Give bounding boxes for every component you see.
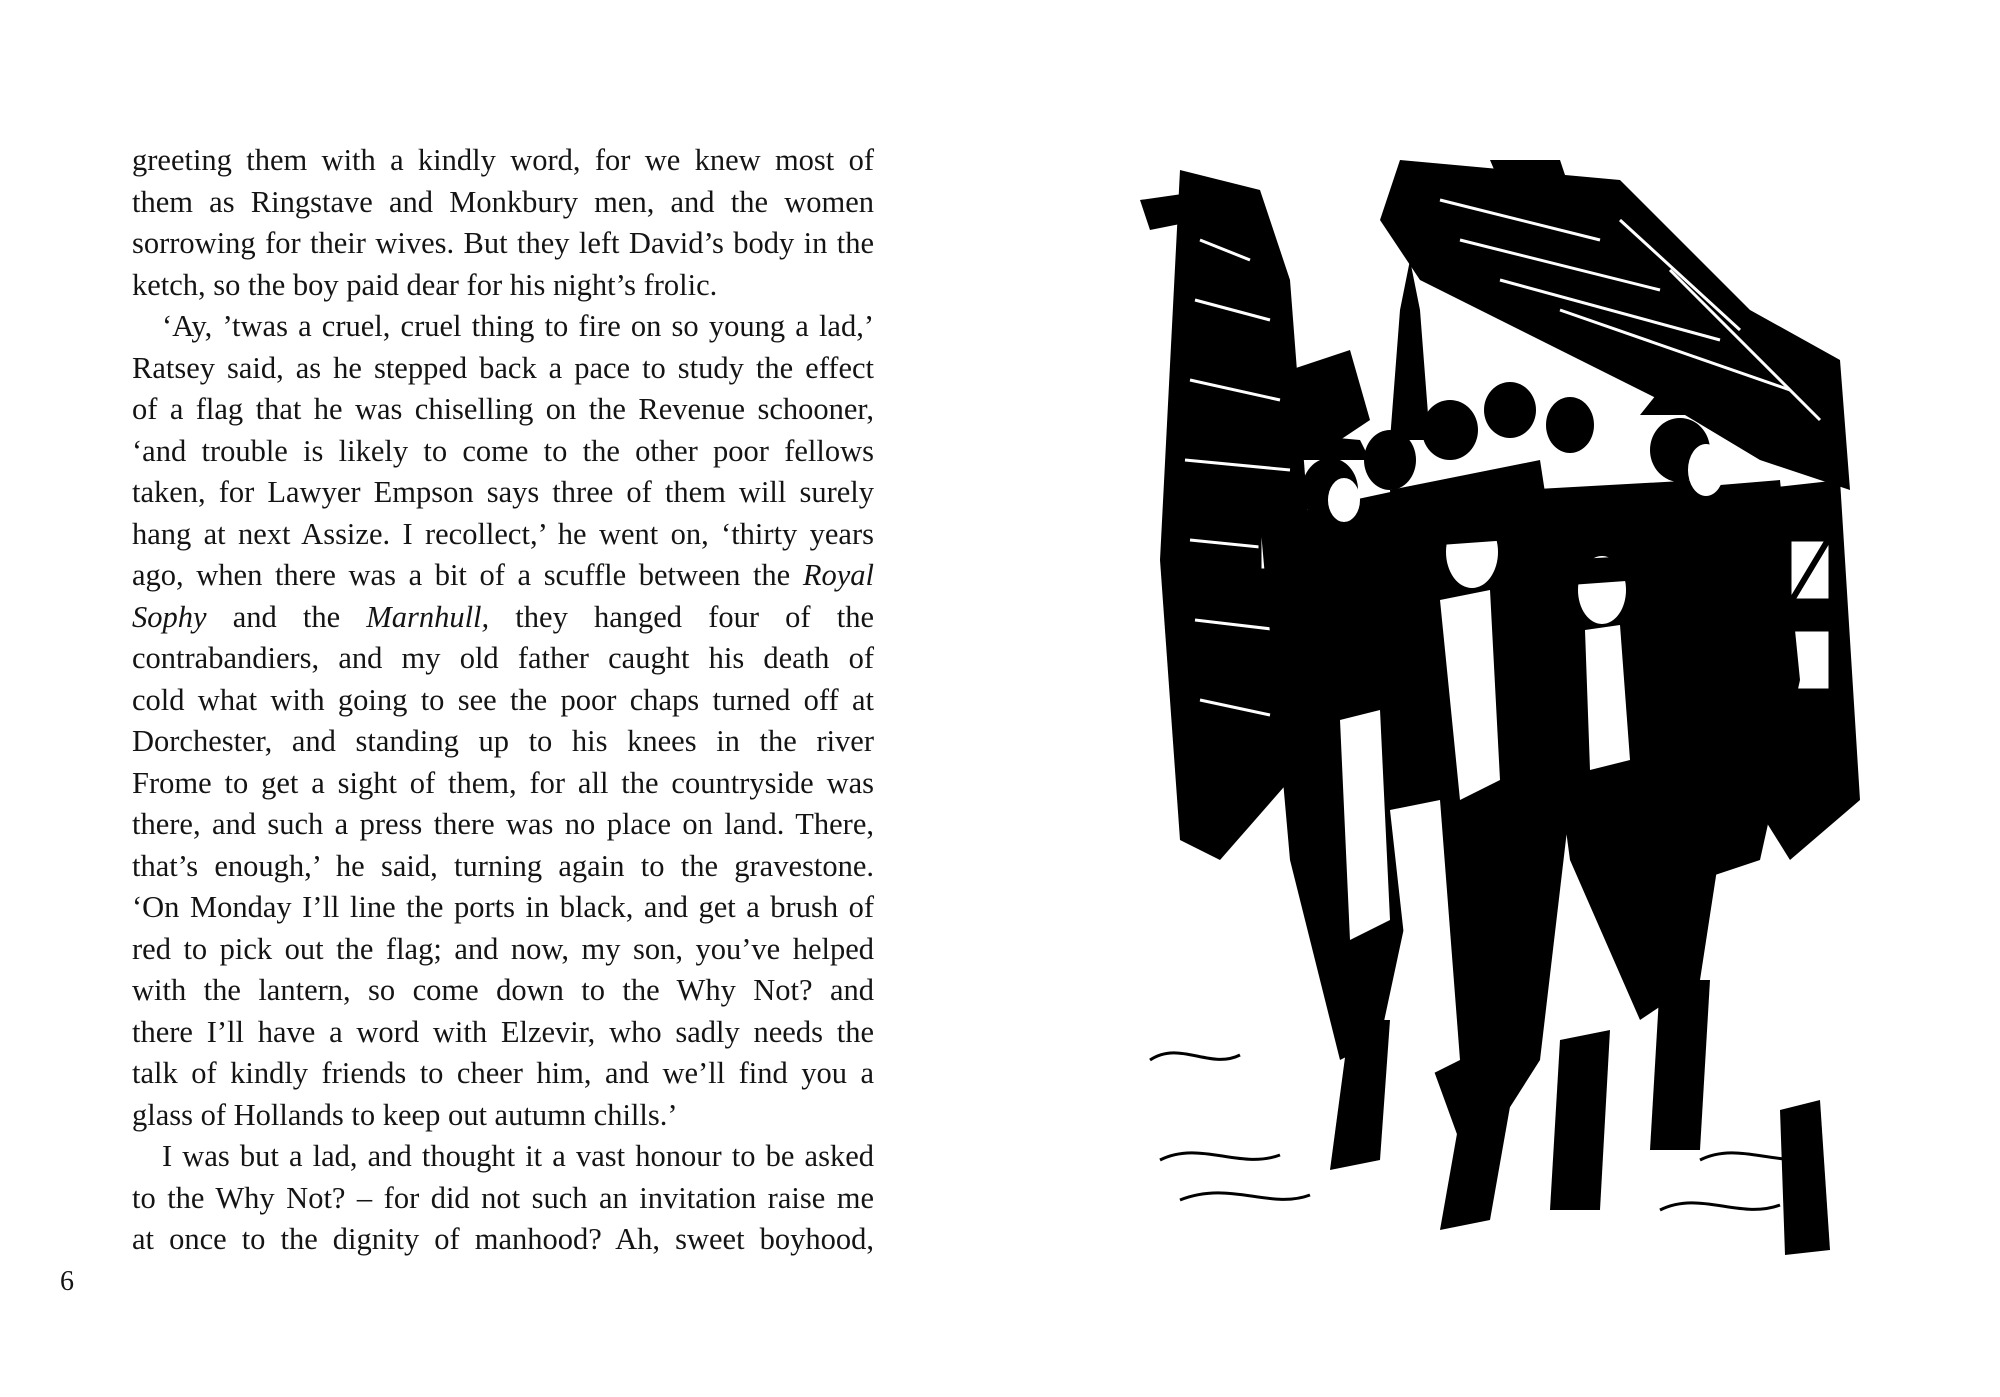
text-line: at once to the dignity of manhood? Ah, sweet boyhood,: [132, 1222, 874, 1256]
text-line: Dorchester, and standing up to his knees in the river: [132, 724, 874, 758]
text-page-left: [132, 140, 874, 1261]
text-line: red to pick out the flag; and now, my son, you’ve helped: [132, 931, 874, 966]
text-line: with the lantern, so come down to the Why Not? and: [132, 973, 874, 1007]
ship-name-marnhull: Marnhull,: [366, 599, 490, 634]
text-line: talk of kindly friends to cheer him, and we’ll find you a: [132, 1056, 874, 1090]
text-run: and the: [206, 599, 367, 634]
text-line: ketch, so the boy paid dear for his night’s frolic.: [132, 267, 718, 302]
text-run: they hanged four of the: [489, 599, 874, 634]
text-line: greeting them with a kindly word, for we knew most of: [132, 143, 874, 177]
text-line: glass of Hollands to keep out autumn chills.’: [132, 1097, 678, 1132]
text-line: ‘On Monday I’ll line the ports in black, and get a brush of: [132, 890, 874, 924]
text-line: [132, 555, 874, 597]
page-number: 6: [60, 1266, 74, 1297]
text-line: to the Why Not? – for did not such an invitation raise me: [132, 1180, 874, 1215]
text-line: hang at next Assize. I recollect,’ he went on, ‘thirty years: [132, 516, 874, 551]
ship-name-sophy: Sophy: [132, 599, 207, 634]
text-line: of a flag that he was chiselling on the Revenue schooner,: [132, 392, 874, 426]
text-line: there I’ll have a word with Elzevir, who sadly needs the: [132, 1014, 874, 1049]
text-line: there, and such a press there was no place on land. There,: [132, 807, 874, 841]
text-line: taken, for Lawyer Empson says three of them will surely: [132, 475, 874, 509]
text-line: cold what with going to see the poor chaps turned off at: [132, 682, 874, 717]
text-line: contrabandiers, and my old father caught his death of: [132, 641, 874, 675]
text-line: ‘and trouble is likely to come to the other poor fellows: [132, 433, 874, 468]
text-line: Frome to get a sight of them, for all the countryside was: [132, 765, 874, 800]
ship-name-royal: Royal: [802, 558, 874, 592]
text-line: ‘Ay, ’twas a cruel, cruel thing to fire on so young a lad,’: [162, 309, 874, 343]
text-run: ago, when there was a bit of a scuffle between the: [132, 558, 803, 592]
text-line: Ratsey said, as he stepped back a pace to study the effect: [132, 350, 874, 385]
text-line: that’s enough,’ he said, turning again to the gravestone.: [132, 848, 874, 883]
text-line: sorrowing for their wives. But they left David’s body in the: [132, 226, 874, 260]
text-line: [132, 597, 874, 639]
text-line: them as Ringstave and Monkbury men, and the women: [132, 184, 874, 219]
smugglers-illustration: [1140, 160, 1870, 1260]
text-line: I was but a lad, and thought it a vast honour to be asked: [162, 1139, 874, 1173]
